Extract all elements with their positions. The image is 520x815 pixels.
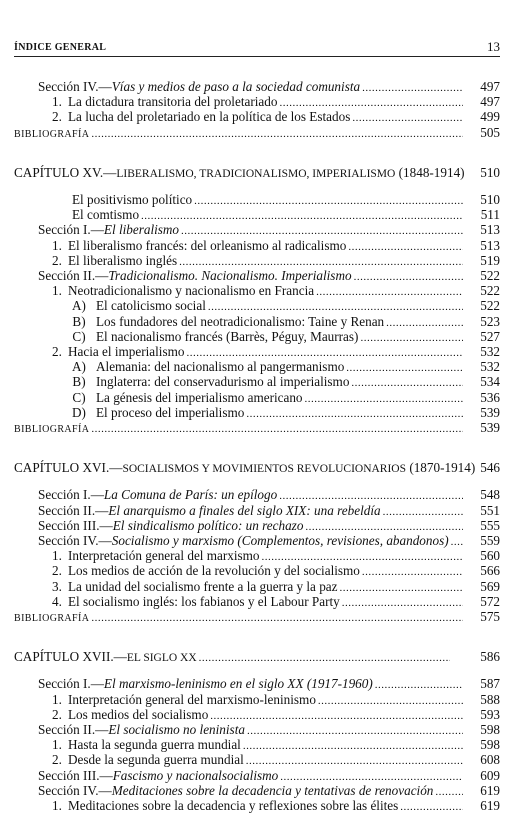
- toc-page-number: 551: [480, 502, 500, 518]
- toc-entry-let: [62, 374, 465, 389]
- toc-entry-title: [38, 268, 352, 283]
- chapter-title: SOCIALISMOS Y MOVIMIENTOS REVOLUCIONARIOS: [122, 463, 407, 476]
- entry-title: La dictadura transitoria del proletariado: [68, 94, 278, 110]
- section-title: El anarquismo a finales del siglo XIX: una rebeldía: [108, 502, 381, 518]
- toc-page-number: 598: [480, 722, 500, 737]
- toc-entry-let: [62, 405, 465, 420]
- toc-entry-let: [62, 298, 465, 313]
- chapter-title: LIBERALISMO, TRADICIONALISMO, IMPERIALISMO: [116, 167, 396, 180]
- toc-entry-title: [52, 692, 316, 707]
- entry-number: B): [72, 313, 86, 329]
- toc-entry-title: [52, 253, 177, 268]
- toc-page-number: 513: [480, 222, 500, 238]
- toc-entry-section: [38, 268, 465, 283]
- toc-entry-num: [52, 594, 465, 609]
- section-label: Sección IV.—: [38, 79, 112, 94]
- toc-entry-title: [14, 420, 89, 437]
- toc-page-number: 511: [480, 207, 500, 223]
- toc-page-number: 532: [480, 344, 500, 359]
- section-label: Sección III.—: [38, 767, 113, 783]
- entry-number: 2.: [52, 752, 62, 768]
- toc-entry-title: [62, 359, 344, 374]
- toc-entry-num: [52, 563, 465, 578]
- toc-entry-title: [52, 707, 208, 722]
- toc-entry-chapter: [14, 460, 476, 476]
- toc-entry-title: [52, 109, 350, 124]
- toc-page-number: 560: [480, 548, 500, 564]
- section-title: El sindicalismo político: un rechazo: [112, 517, 304, 533]
- toc-entry-title: [38, 533, 449, 548]
- entry-title: Los medios de acción de la revolución y del socialismo: [68, 563, 360, 579]
- toc-page-number: 559: [480, 533, 500, 548]
- toc-entry-title: [38, 783, 433, 798]
- toc-entry-title: [52, 548, 260, 563]
- toc-entry-title: [72, 207, 139, 222]
- entry-title: El comtismo: [72, 207, 140, 223]
- toc-entry-section: [38, 487, 465, 502]
- toc-page-number: 499: [480, 109, 500, 125]
- toc-page-number: 536: [480, 389, 500, 405]
- toc-entry-chapter: [14, 164, 465, 180]
- section-label: Sección II.—: [38, 502, 109, 518]
- toc-entry-biblio: [14, 125, 465, 140]
- entry-number: 2.: [52, 344, 62, 359]
- toc-entry-num: [52, 692, 465, 707]
- toc-page-number: 505: [480, 124, 500, 140]
- entry-title: Interpretación general del marxismo-leninismo: [68, 691, 316, 707]
- toc-page-number: 539: [480, 404, 500, 420]
- dot-leader: [91, 127, 463, 142]
- toc-page-number: 532: [480, 359, 500, 375]
- section-title: Socialismo y marxismo (Complementos, revisiones, abandonos): [111, 533, 449, 548]
- toc-entry-section: [38, 676, 465, 691]
- entry-title: El liberalismo inglés: [68, 252, 178, 268]
- toc-page-number: 510: [480, 192, 500, 207]
- toc-page-number: 548: [480, 487, 500, 503]
- toc-entry-num: [52, 579, 465, 594]
- toc-entry-let: [62, 390, 465, 405]
- entry-title: El nacionalismo francés (Barrès, Péguy, Maurras): [96, 328, 359, 344]
- toc-page-number: 588: [480, 691, 500, 707]
- section-label: Sección IV.—: [38, 782, 112, 798]
- toc-entry-title: [62, 390, 303, 405]
- entry-number: 1.: [52, 548, 62, 564]
- chapter-label: CAPÍTULO XVII.—: [14, 649, 127, 665]
- toc-entry-section: [38, 222, 465, 237]
- toc-entry-plain: [72, 192, 465, 207]
- toc-entry-num: [52, 344, 465, 359]
- entry-number: C): [72, 328, 86, 344]
- toc-page-number: 513: [480, 237, 500, 253]
- toc-entry-num: [52, 752, 465, 767]
- toc-page-number: 555: [480, 517, 500, 533]
- toc-entry-title: [38, 79, 360, 94]
- toc-page-number: 510: [480, 164, 500, 180]
- toc-entry-title: [38, 503, 381, 518]
- toc-page-number: 619: [480, 782, 500, 798]
- section-label: Sección I.—: [38, 676, 104, 692]
- bibliography-label: BIBLIOGRAFÍA: [14, 613, 90, 624]
- toc-entry-title: [38, 487, 277, 502]
- toc-entry-section: [38, 783, 465, 798]
- toc-entry-section: [38, 768, 465, 783]
- section-title: Tradicionalismo. Nacionalismo. Imperialismo: [108, 268, 352, 283]
- entry-title: Inglaterra: del conservadurismo al imperialismo: [96, 374, 350, 390]
- toc-entry-title: [38, 768, 278, 783]
- entry-number: 1.: [52, 798, 62, 813]
- toc-page-number: 522: [480, 283, 500, 299]
- toc-entry-num: [52, 109, 465, 124]
- dot-leader: [91, 422, 463, 437]
- toc-entry-num: [52, 798, 465, 813]
- toc-entry-title: [52, 94, 277, 109]
- toc-page-number: 546: [480, 460, 500, 476]
- toc-page-number: 566: [480, 563, 500, 579]
- entry-title: Alemania: del nacionalismo al pangermanismo: [96, 359, 345, 375]
- entry-title: Los fundadores del neotradicionalismo: Taine y Renan: [96, 313, 385, 329]
- toc-entry-title: [62, 314, 384, 329]
- toc-entry-section: [38, 533, 465, 548]
- toc-entry-title: [38, 722, 245, 737]
- entry-title: La génesis del imperialismo americano: [96, 389, 303, 405]
- bibliography-label: BIBLIOGRAFÍA: [14, 128, 90, 140]
- dot-leader: [91, 611, 463, 626]
- section-label: Sección IV.—: [38, 533, 112, 548]
- toc-entry-title: [52, 798, 398, 813]
- entry-title: Interpretación general del marxismo: [68, 548, 260, 564]
- entry-title: Desde la segunda guerra mundial: [68, 752, 244, 768]
- section-title: Vías y medios de paso a la sociedad comunista: [111, 79, 361, 94]
- entry-number: 2.: [52, 563, 62, 579]
- toc-entry-title: [14, 460, 475, 477]
- entry-title: El proceso del imperialismo: [96, 404, 245, 420]
- entry-title: Meditaciones sobre la decadencia y reflexiones sobre las élites: [68, 798, 399, 813]
- section-label: Sección I.—: [38, 222, 104, 238]
- entry-number: 2.: [52, 252, 62, 268]
- toc-page-number: 523: [480, 313, 500, 329]
- toc-page-number: 519: [480, 252, 500, 268]
- toc-entry-let: [62, 359, 465, 374]
- entry-title: El positivismo político: [72, 192, 193, 207]
- toc-entry-num: [52, 283, 465, 298]
- toc-page-number: 569: [480, 578, 500, 594]
- toc-entry-title: [38, 518, 303, 533]
- chapter-dates: (1848-1914): [395, 164, 465, 180]
- entry-title: El socialismo inglés: los fabianos y el Labour Party: [68, 593, 340, 609]
- toc-page-number: 527: [480, 328, 500, 344]
- toc-entry-section: [38, 503, 465, 518]
- entry-title: Hasta la segunda guerra mundial: [68, 737, 241, 753]
- chapter-title: EL SIGLO XX: [126, 652, 197, 665]
- toc-page-number: 539: [480, 420, 500, 435]
- section-title: El marxismo-leninismo en el siglo XX (1917-1960): [103, 676, 373, 692]
- toc-page-number: 587: [480, 676, 500, 692]
- entry-number: 1.: [52, 237, 62, 253]
- section-label: Sección III.—: [38, 517, 113, 533]
- toc-entry-title: [52, 283, 314, 298]
- toc-entry-num: [52, 737, 465, 752]
- toc-entry-title: [52, 344, 184, 359]
- toc-entry-biblio: [14, 609, 465, 624]
- entry-number: 2.: [52, 706, 62, 722]
- toc-page-number: 522: [480, 298, 500, 314]
- toc-entry-title: [52, 737, 241, 752]
- section-label: Sección II.—: [38, 268, 109, 283]
- toc-entry-title: [14, 649, 197, 666]
- section-label: Sección II.—: [38, 722, 109, 737]
- toc-entry-num: [52, 238, 465, 253]
- entry-number: 1.: [52, 691, 62, 707]
- chapter-label: CAPÍTULO XVI.—: [14, 460, 123, 476]
- entry-number: 4.: [52, 593, 62, 609]
- page-number: 13: [487, 39, 500, 54]
- entry-title: La lucha del proletariado en la política de los Estados: [68, 109, 351, 125]
- toc-page-number: 572: [480, 593, 500, 609]
- dot-leader: [400, 800, 463, 815]
- entry-title: Los medios del socialismo: [68, 706, 209, 722]
- toc-entry-title: [14, 609, 89, 626]
- entry-number: D): [72, 404, 86, 420]
- toc-entry-title: [38, 222, 179, 237]
- toc-entry-title: [52, 752, 244, 767]
- section-label: Sección I.—: [38, 487, 104, 503]
- section-title: La Comuna de París: un epílogo: [103, 487, 278, 503]
- toc-entry-title: [62, 405, 244, 420]
- toc-page-number: 497: [480, 79, 500, 94]
- toc-entry-biblio: [14, 420, 465, 435]
- section-title: El socialismo no leninista: [108, 722, 245, 737]
- entry-number: 1.: [52, 283, 62, 299]
- bibliography-label: BIBLIOGRAFÍA: [14, 424, 90, 435]
- toc-entry-title: [38, 676, 373, 691]
- toc-entry-chapter: [14, 649, 452, 664]
- toc-page-number: 593: [480, 706, 500, 722]
- toc-page-number: 619: [480, 798, 500, 813]
- entry-number: A): [72, 359, 86, 375]
- entry-title: El liberalismo francés: del orleanismo al radicalismo: [68, 237, 347, 253]
- toc-page-number: 522: [480, 268, 500, 283]
- toc-entry-section: [38, 518, 465, 533]
- toc-entry-section: [38, 722, 465, 737]
- toc-page-number: 497: [480, 94, 500, 110]
- section-title: Fascismo y nacionalsocialismo: [112, 767, 279, 783]
- entry-number: 1.: [52, 737, 62, 753]
- entry-number: 2.: [52, 109, 62, 125]
- toc-entry-let: [62, 329, 465, 344]
- toc-entry-title: [14, 165, 465, 182]
- toc-page-number: 598: [480, 737, 500, 753]
- toc-entry-num: [52, 707, 465, 722]
- toc-entry-num: [52, 548, 465, 563]
- dot-leader: [199, 651, 450, 666]
- toc-entry-title: [14, 125, 89, 142]
- toc-entry-title: [52, 579, 338, 594]
- toc-entry-title: [62, 298, 206, 313]
- entry-title: Hacia el imperialismo: [68, 344, 185, 359]
- toc-page-number: 608: [480, 752, 500, 768]
- section-title: Meditaciones sobre la decadencia y tentativas de renovación: [111, 782, 434, 798]
- toc-page-number: 534: [480, 374, 500, 390]
- chapter-dates: (1870-1914): [406, 460, 476, 476]
- running-header: [14, 39, 500, 55]
- toc-page-number: 575: [480, 609, 500, 624]
- entry-number: C): [72, 389, 86, 405]
- toc-entry-title: [52, 238, 346, 253]
- entry-title: Neotradicionalismo y nacionalismo en Francia: [68, 283, 315, 299]
- toc-page-number: 586: [480, 649, 500, 665]
- chapter-label: CAPÍTULO XV.—: [14, 164, 117, 180]
- entry-number: 1.: [52, 94, 62, 110]
- header-title: ÍNDICE GENERAL: [14, 42, 107, 53]
- entry-title: La unidad del socialismo frente a la guerra y la paz: [68, 578, 338, 594]
- toc-entry-title: [62, 329, 358, 344]
- section-title: El liberalismo: [103, 222, 180, 238]
- entry-number: A): [72, 298, 86, 314]
- toc-entry-let: [62, 314, 465, 329]
- entry-number: 3.: [52, 578, 62, 594]
- toc-entry-num: [52, 94, 465, 109]
- toc-entry-num: [52, 253, 465, 268]
- toc-entry-plain: [72, 207, 465, 222]
- header-rule: [14, 56, 500, 57]
- toc-entry-title: [62, 374, 349, 389]
- entry-number: B): [72, 374, 86, 390]
- entry-title: El catolicismo social: [96, 298, 206, 314]
- toc-entry-section: [38, 79, 465, 94]
- toc-entry-title: [52, 594, 340, 609]
- toc-entry-title: [52, 563, 360, 578]
- toc-entry-title: [72, 192, 192, 207]
- toc-page-number: 609: [480, 767, 500, 783]
